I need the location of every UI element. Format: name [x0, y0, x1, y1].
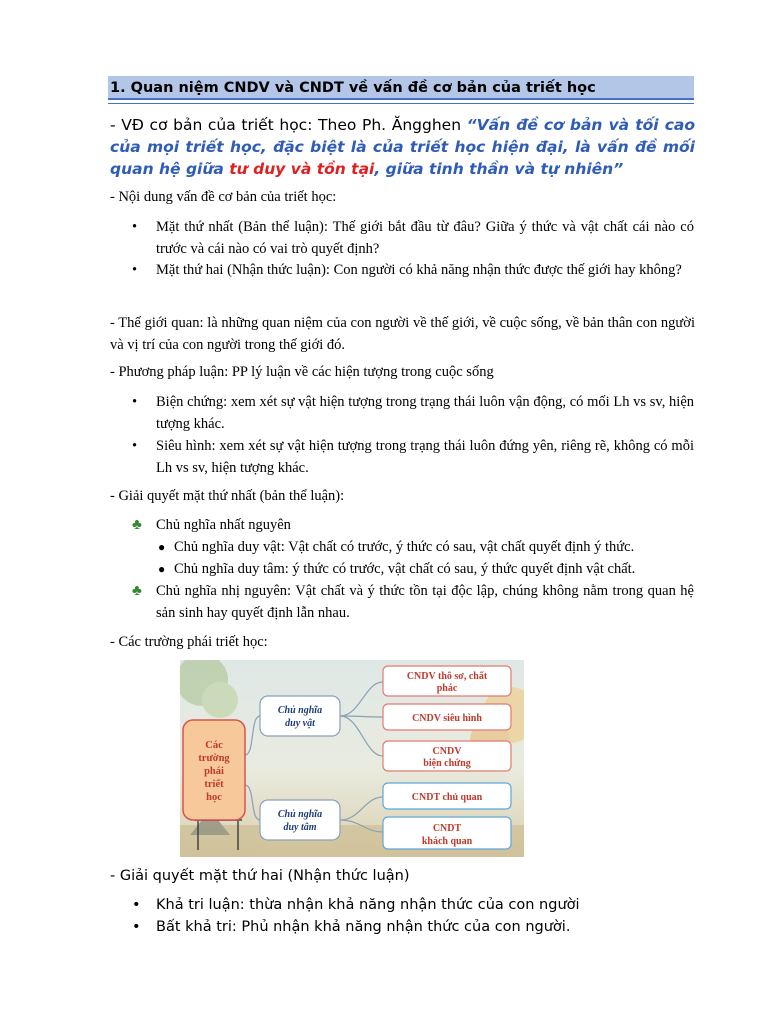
duy-vat-line-1: Chủ nghĩa — [277, 705, 323, 716]
nhat-nguyen-item: Chủ nghĩa nhất nguyên — [156, 517, 291, 533]
noi-dung-title: - Nội dung vấn đề cơ bản của triết học: — [110, 189, 337, 205]
leaf-3-line-1: CNDV — [432, 746, 462, 757]
truong-phai-title: - Các trường phái triết học: — [110, 634, 268, 650]
leaf-1-line-2: phác — [436, 683, 458, 694]
nhi-nguyen-item: Chủ nghĩa nhị nguyên: Vật chất và ý thức tồn tại độc lập, chúng không nằm trong quan hệ sản sinh hay quyết định lẫn nhau. — [156, 583, 694, 621]
kha-tri-luan-item: Khả tri luận: thừa nhận khả năng nhận thức của con người — [156, 897, 580, 913]
duy-vat-line-2: duy vật — [285, 718, 315, 729]
giai-quyet-2-title: - Giải quyết mặt thứ hai (Nhận thức luận) — [110, 868, 410, 884]
duy-vat-node — [260, 696, 340, 736]
bullet-icon: • — [132, 219, 138, 235]
philosophy-schools-diagram — [180, 660, 524, 857]
leaf-3-line-2: biện chứng — [423, 758, 471, 769]
sub-bullet-icon: ● — [158, 540, 166, 554]
leaf-4-line-1: CNDT chủ quan — [411, 792, 483, 803]
root-node — [183, 720, 245, 820]
pp-item-sieu-hinh: Siêu hình: xem xét sự vật hiện tượng trong trạng thái luôn đứng yên, riêng rẽ, không có mỗi Lh vs sv, hiện tượng khác. — [156, 438, 694, 476]
phuong-phap-luan-title: - Phương pháp luận: PP lý luận về các hiện tượng trong cuộc sống — [110, 364, 494, 380]
leaf-cndv-sieu-hinh — [383, 704, 511, 730]
root-line-5: học — [206, 792, 222, 803]
leaf-cndt-chu-quan — [383, 783, 511, 809]
duy-tam-line-2: duy tâm — [283, 822, 317, 833]
root-line-2: trường — [198, 753, 230, 764]
root-line-4: triết — [204, 779, 224, 790]
vd-paragraph — [110, 114, 695, 180]
vd-prefix: - VĐ cơ bản của triết học: Theo Ph. Ăngghen — [110, 116, 467, 134]
club-icon: ♣ — [132, 583, 142, 599]
vd-quote-part-b: , giữa tinh thần và tự nhiên” — [374, 160, 624, 178]
heading-underline — [108, 103, 694, 104]
leaf-cndv-tho-so — [383, 666, 511, 696]
club-icon: ♣ — [132, 517, 142, 533]
leaf-cndv-bien-chung — [383, 741, 511, 771]
bullet-icon: • — [132, 262, 138, 278]
leaf-5-line-1: CNDT — [432, 823, 462, 834]
bullet-icon: • — [132, 438, 138, 454]
duy-tam-sub-item: Chủ nghĩa duy tâm: ý thức có trước, vật chất có sau, ý thức quyết định vật chất. — [174, 561, 636, 577]
bullet-icon: • — [132, 897, 141, 913]
duy-tam-node — [260, 800, 340, 840]
pp-item-bien-chung: Biện chứng: xem xét sự vật hiện tượng trong trạng thái luôn vận động, có mối Lh vs sv, hiện tượng khác. — [156, 394, 694, 432]
root-line-3: phái — [204, 766, 224, 777]
section-heading: 1. Quan niệm CNDV và CNDT về vấn đề cơ bản của triết học — [108, 76, 694, 100]
sub-bullet-icon: ● — [158, 562, 166, 576]
the-gioi-quan-paragraph: - Thế giới quan: là những quan niệm của con người về thế giới, về cuộc sống, về bản thân con người và vị trí của con người trong thế giới đó. — [110, 315, 695, 353]
noi-dung-item-2: Mặt thứ hai (Nhận thức luận): Con người có khả năng nhận thức được thế giới hay không? — [156, 262, 682, 278]
vd-quote-highlight: tư duy và tồn tại — [229, 160, 375, 178]
duy-vat-sub-item: Chủ nghĩa duy vật: Vật chất có trước, ý thức có sau, vật chất quyết định ý thức. — [174, 539, 635, 555]
leaf-1-line-1: CNDV thô sơ, chất — [406, 671, 488, 682]
leaf-5-line-2: khách quan — [421, 836, 473, 847]
giai-quyet-1-title: - Giải quyết mặt thứ nhất (bản thể luận): — [110, 488, 345, 504]
leaf-cndt-khach-quan — [383, 817, 511, 849]
bat-kha-tri-item: Bất khả tri: Phủ nhận khả năng nhận thức của con người. — [156, 919, 571, 935]
noi-dung-item-1: Mặt thứ nhất (Bản thể luận): Thế giới bắt đầu từ đâu? Giữa ý thức và vật chất cái nào có trước và cái nào có vai trò quyết định? — [156, 219, 694, 257]
root-line-1: Các — [205, 740, 223, 751]
leaf-2-line-1: CNDV siêu hình — [412, 713, 482, 724]
bullet-icon: • — [132, 919, 141, 935]
duy-tam-line-1: Chủ nghĩa — [277, 809, 323, 820]
bullet-icon: • — [132, 394, 138, 410]
vd-quote-part-a: “Vấn đề cơ bản và tối cao của mọi triết học, đặc biệt là của triết học hiện đại, là vấn đề mối quan hệ giữa — [110, 116, 695, 178]
